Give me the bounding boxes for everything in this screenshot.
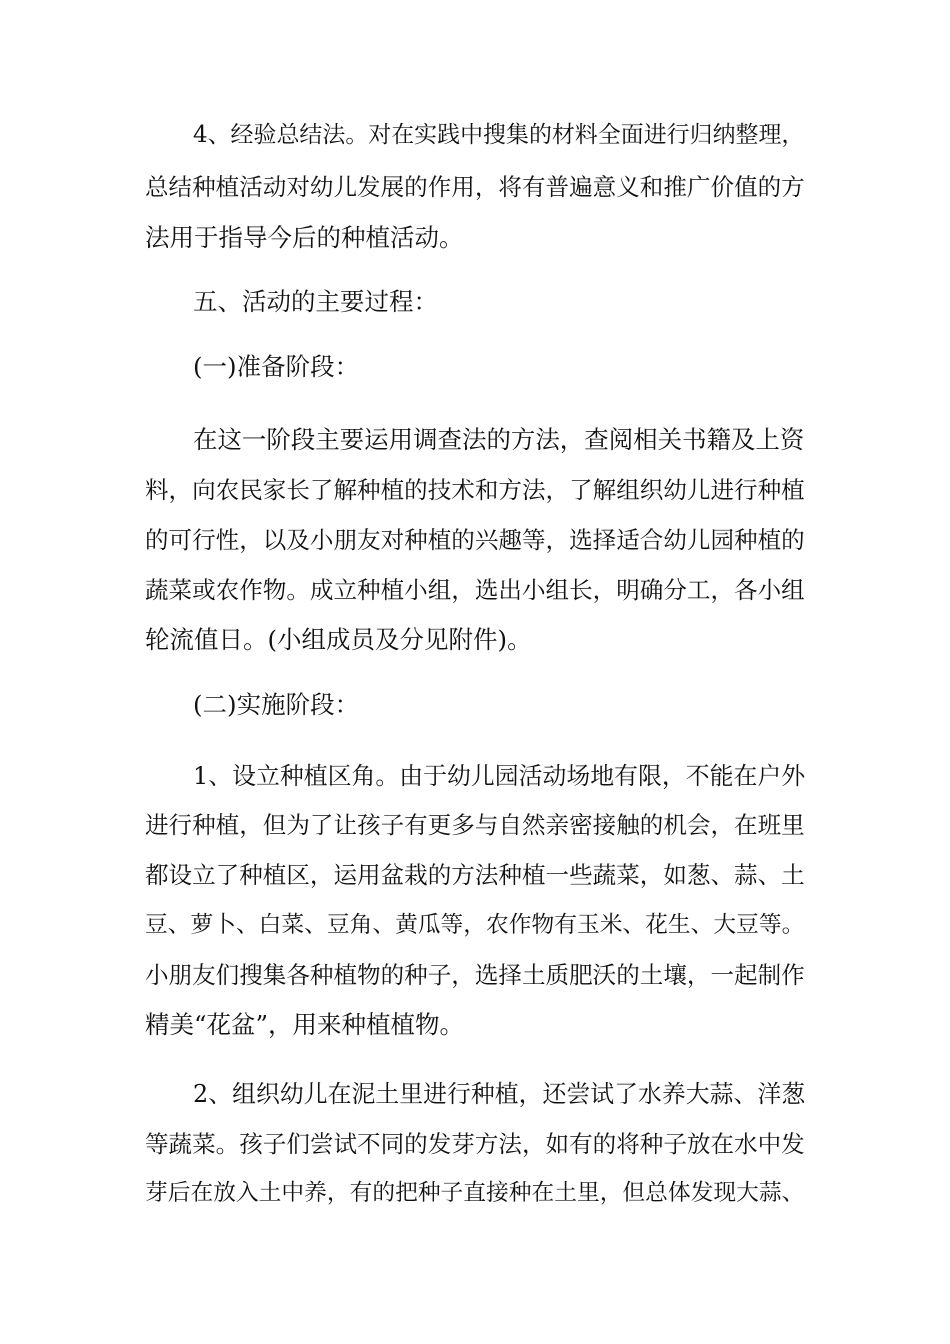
section-heading-5: 五、活动的主要过程： xyxy=(193,287,438,316)
paragraph-4-line-1: 2、组织幼儿在泥土里进行种植，还尝试了水养大蒜、洋葱 xyxy=(193,1080,806,1108)
paragraph-2-line-2: 料，向农民家长了解种植的技术和方法，了解组织幼儿进行种植 xyxy=(145,476,805,504)
paragraph-1-line-2: 总结种植活动对幼儿发展的作用，将有普遍意义和推广价值的方 xyxy=(145,173,805,201)
paragraph-3-line-3: 都设立了种植区，运用盆栽的方法种植一些蔬菜，如葱、蒜、土 xyxy=(145,861,805,889)
paragraph-3-line-2: 进行种植，但为了让孩子有更多与自然亲密接触的机会，在班里 xyxy=(145,811,805,839)
paragraph-2-line-3: 的可行性，以及小朋友对种植的兴趣等，选择适合幼儿园种植的 xyxy=(145,526,805,554)
paragraph-1-line-3: 法用于指导今后的种植活动。 xyxy=(145,223,464,252)
paragraph-2-line-5: 轮流值日。(小组成员及分见附件)。 xyxy=(145,625,532,654)
paragraph-3-line-6: 精美“花盆”，用来种植植物。 xyxy=(145,1010,465,1039)
paragraph-4-line-3: 芽后在放入土中养，有的把种子直接种在土里，但总体发现大蒜、 xyxy=(145,1180,805,1206)
paragraph-3-line-4: 豆、萝卜、白菜、豆角、黄瓜等，农作物有玉米、花生、大豆等。 xyxy=(145,912,805,938)
paragraph-2-line-4: 蔬菜或农作物。成立种植小组，选出小组长，明确分工，各小组 xyxy=(145,576,805,604)
subheading-preparation: (一)准备阶段： xyxy=(193,352,360,381)
paragraph-4-line-2: 等蔬菜。孩子们尝试不同的发芽方法，如有的将种子放在水中发 xyxy=(145,1130,805,1158)
paragraph-3-line-1: 1、设立种植区角。由于幼儿园活动场地有限，不能在户外 xyxy=(193,762,806,790)
paragraph-3-line-5: 小朋友们搜集各种植物的种子，选择土质肥沃的土壤，一起制作 xyxy=(145,961,805,989)
subheading-implementation: (二)实施阶段： xyxy=(193,690,360,719)
paragraph-1-line-1: 4、经验总结法。对在实践中搜集的材料全面进行归纳整理， xyxy=(193,122,805,148)
paragraph-2-line-1: 在这一阶段主要运用调查法的方法，查阅相关书籍及上资 xyxy=(193,425,805,454)
